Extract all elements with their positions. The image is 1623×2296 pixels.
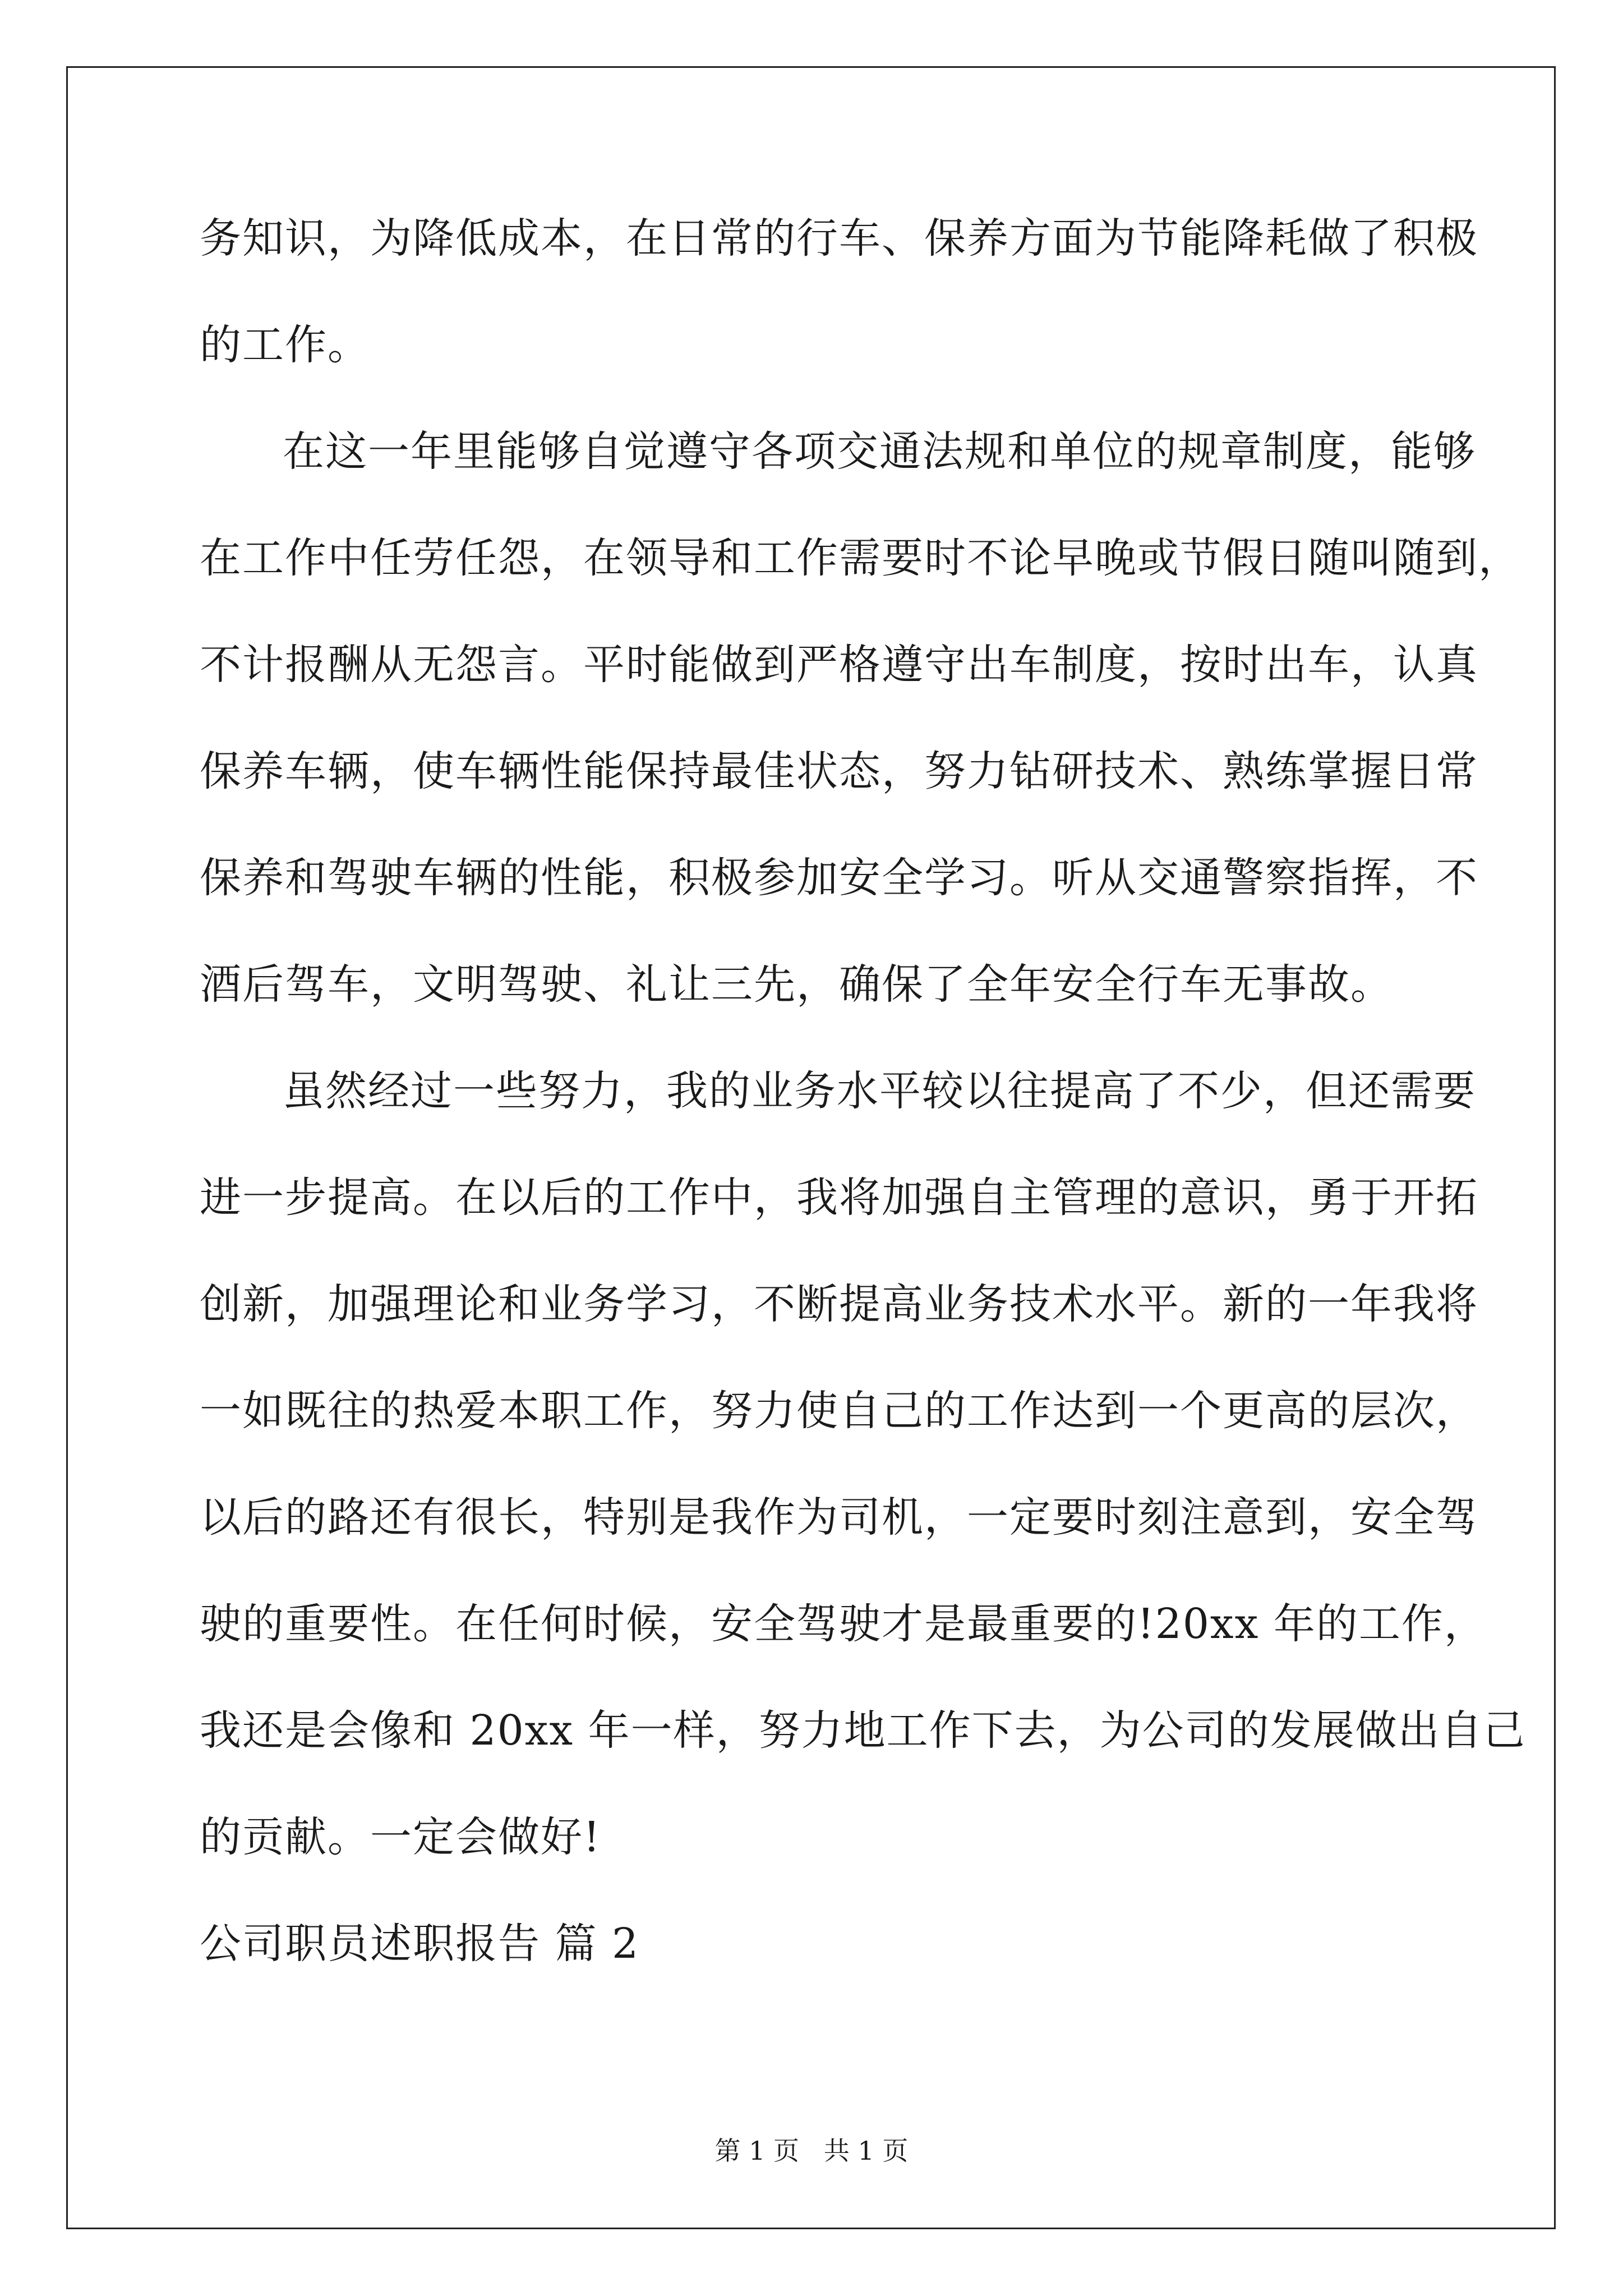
section-heading: 公司职员述职报告 篇 2 — [200, 1920, 640, 1968]
text-line: 不计报酬从无怨言。平时能做到严格遵守出车制度，按时出车，认真 — [200, 641, 1478, 689]
text-line: 创新，加强理论和业务学习，不断提高业务技术水平。新的一年我将 — [200, 1280, 1478, 1328]
text-line: 我还是会像和 20xx 年一样，努力地工作下去，为公司的发展做出自己 — [200, 1706, 1526, 1755]
text-line: 一如既往的热爱本职工作，努力使自己的工作达到一个更高的层次， — [200, 1387, 1478, 1435]
text-line: 的贡献。一定会做好! — [200, 1813, 601, 1861]
paragraph-start-line: 在这一年里能够自觉遵守各项交通法规和单位的规章制度，能够 — [283, 427, 1476, 476]
text-line: 保养车辆，使车辆性能保持最佳状态，努力钻研技术、熟练掌握日常 — [200, 747, 1478, 795]
text-line: 的工作。 — [200, 321, 370, 369]
text-line: 在工作中任劳任怨，在领导和工作需要时不论早晚或节假日随叫随到， — [200, 534, 1521, 582]
text-line: 务知识，为降低成本，在日常的行车、保养方面为节能降耗做了积极 — [200, 214, 1478, 263]
text-line: 驶的重要性。在任何时候，安全驾驶才是最重要的!20xx 年的工作， — [200, 1600, 1487, 1648]
text-line: 进一步提高。在以后的工作中，我将加强自主管理的意识，勇于开拓 — [200, 1174, 1478, 1222]
page-border — [66, 66, 1556, 2229]
text-line: 保养和驾驶车辆的性能，积极参加安全学习。听从交通警察指挥，不 — [200, 854, 1478, 902]
text-line: 以后的路还有很长，特别是我作为司机，一定要时刻注意到，安全驾 — [200, 1493, 1478, 1542]
page-number-footer: 第 1 页 共 1 页 — [714, 2136, 909, 2166]
paragraph-start-line: 虽然经过一些努力，我的业务水平较以往提高了不少，但还需要 — [283, 1067, 1476, 1115]
text-line: 酒后驾车，文明驾驶、礼让三先，确保了全年安全行车无事故。 — [200, 960, 1393, 1009]
